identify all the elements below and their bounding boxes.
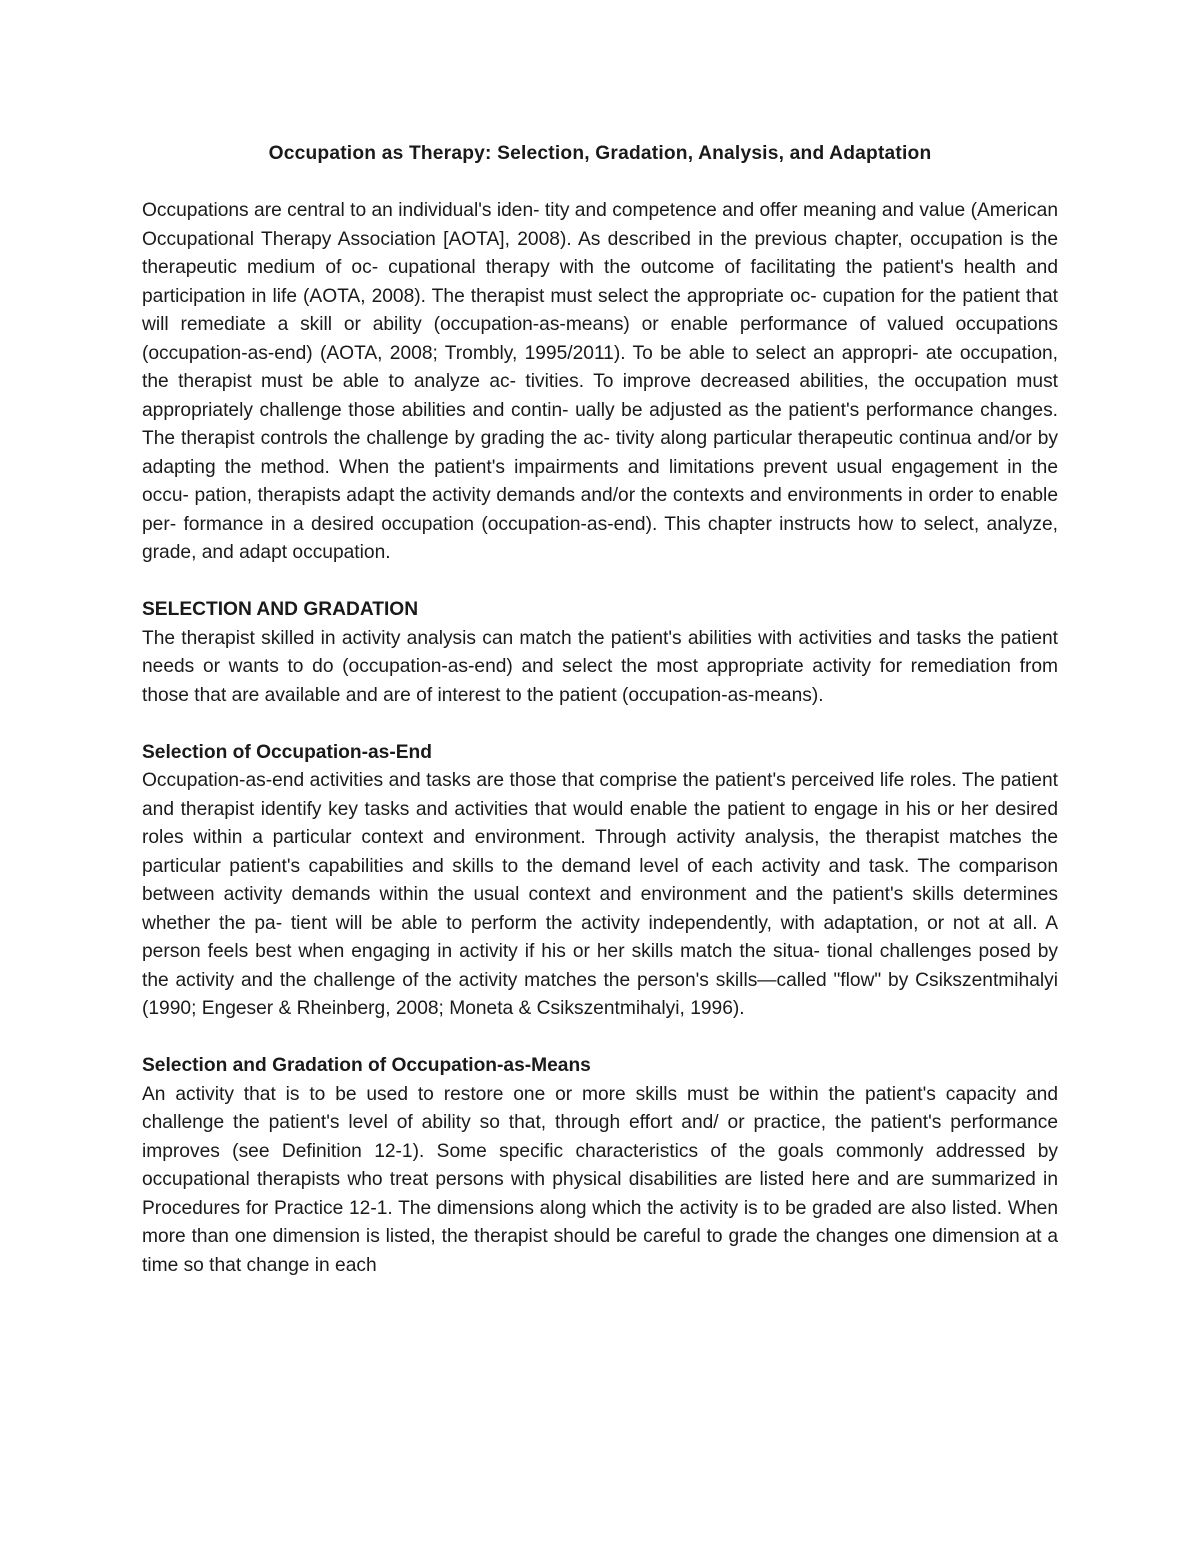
section-paragraph: Occupation-as-end activities and tasks are those that comprise the patient's perceived life roles. The patient and therapist identify key tasks and activities that would enable the patient to engage in his or her desired roles within a particular context and environment. Through activity analysis, the therapist matches the particular patient's capabilities and skills to the demand level of each activity and task. The comparison between activity demands within the usual context and environment and the patient's skills determines whether the pa- tient will be able to perform the activity independently, with adaptation, or not at all. A person feels best when engaging in activity if his or her skills match the situa- tional challenges posed by the activity and the challenge of the activity matches the person's skills—called "flow" by Csikszentmihalyi (1990; Engeser & Rheinberg, 2008; Moneta & Csikszentmihalyi, 1996). [142,770,1058,1019]
section-paragraph: An activity that is to be used to restore one or more skills must be within the patient's capacity and challenge the patient's level of ability so that, through effort and/ or practice, the patient's performance improves (see Definition 12-1). Some specific characteristics of the goals commonly addressed by occupational therapists who treat persons with physical disabilities are listed here and are summarized in Procedures for Practice 12-1. The dimensions along which the activity is to be graded are also listed. When more than one dimension is listed, the therapist should be careful to grade the changes one dimension at a time so that change in each [142,1083,1058,1276]
section-heading: Selection and Gradation of Occupation-as-Means [142,1055,591,1076]
document-title: Occupation as Therapy: Selection, Gradation, Analysis, and Adaptation [268,143,932,164]
section-occupation-as-end [142,739,1058,1024]
section-heading: SELECTION AND GRADATION [142,599,419,620]
section-paragraph: The therapist skilled in activity analysis can match the patient's abilities with activities and tasks the patient needs or wants to do (occupation-as-end) and select the most appropriate activity for remediation from those that are available and are of interest to the patient (occupation-as-means). [142,627,1058,706]
document-content [142,140,1058,1280]
section-selection-and-gradation [142,596,1058,710]
section-occupation-as-means [142,1052,1058,1280]
section-heading: Selection of Occupation-as-End [142,741,432,763]
intro-paragraph: Occupations are central to an individual's iden- tity and competence and offer meaning and value (American Occupational Therapy Association [AOTA], 2008). As described in the previous chapter, occupation is the therapeutic medium of oc- cupational therapy with the outcome of facilitating the patient's health and participation in life (AOTA, 2008). The therapist must select the appropriate oc- cupation for the patient that will remediate a skill or ability (occupation-as-means) or enable performance of valued occupations (occupation-as-end) (AOTA, 2008; Trombly, 1995/2011). To be able to select an appropri- ate occupation, the therapist must be able to analyze ac- tivities. To improve decreased abilities, the occupation must appropriately challenge those abilities and contin- ually be adjusted as the patient's performance changes. The therapist controls the challenge by grading the ac- tivity along particular therapeutic continua and/or by adapting the method. When the patient's impairments and limitations prevent usual engagement in the occu- pation, therapists adapt the activity demands and/or the contexts and environments in order to enable per- formance in a desired occupation (occupation-as-end). This chapter instructs how to select, analyze, grade, and adapt occupation. [142,200,1058,563]
